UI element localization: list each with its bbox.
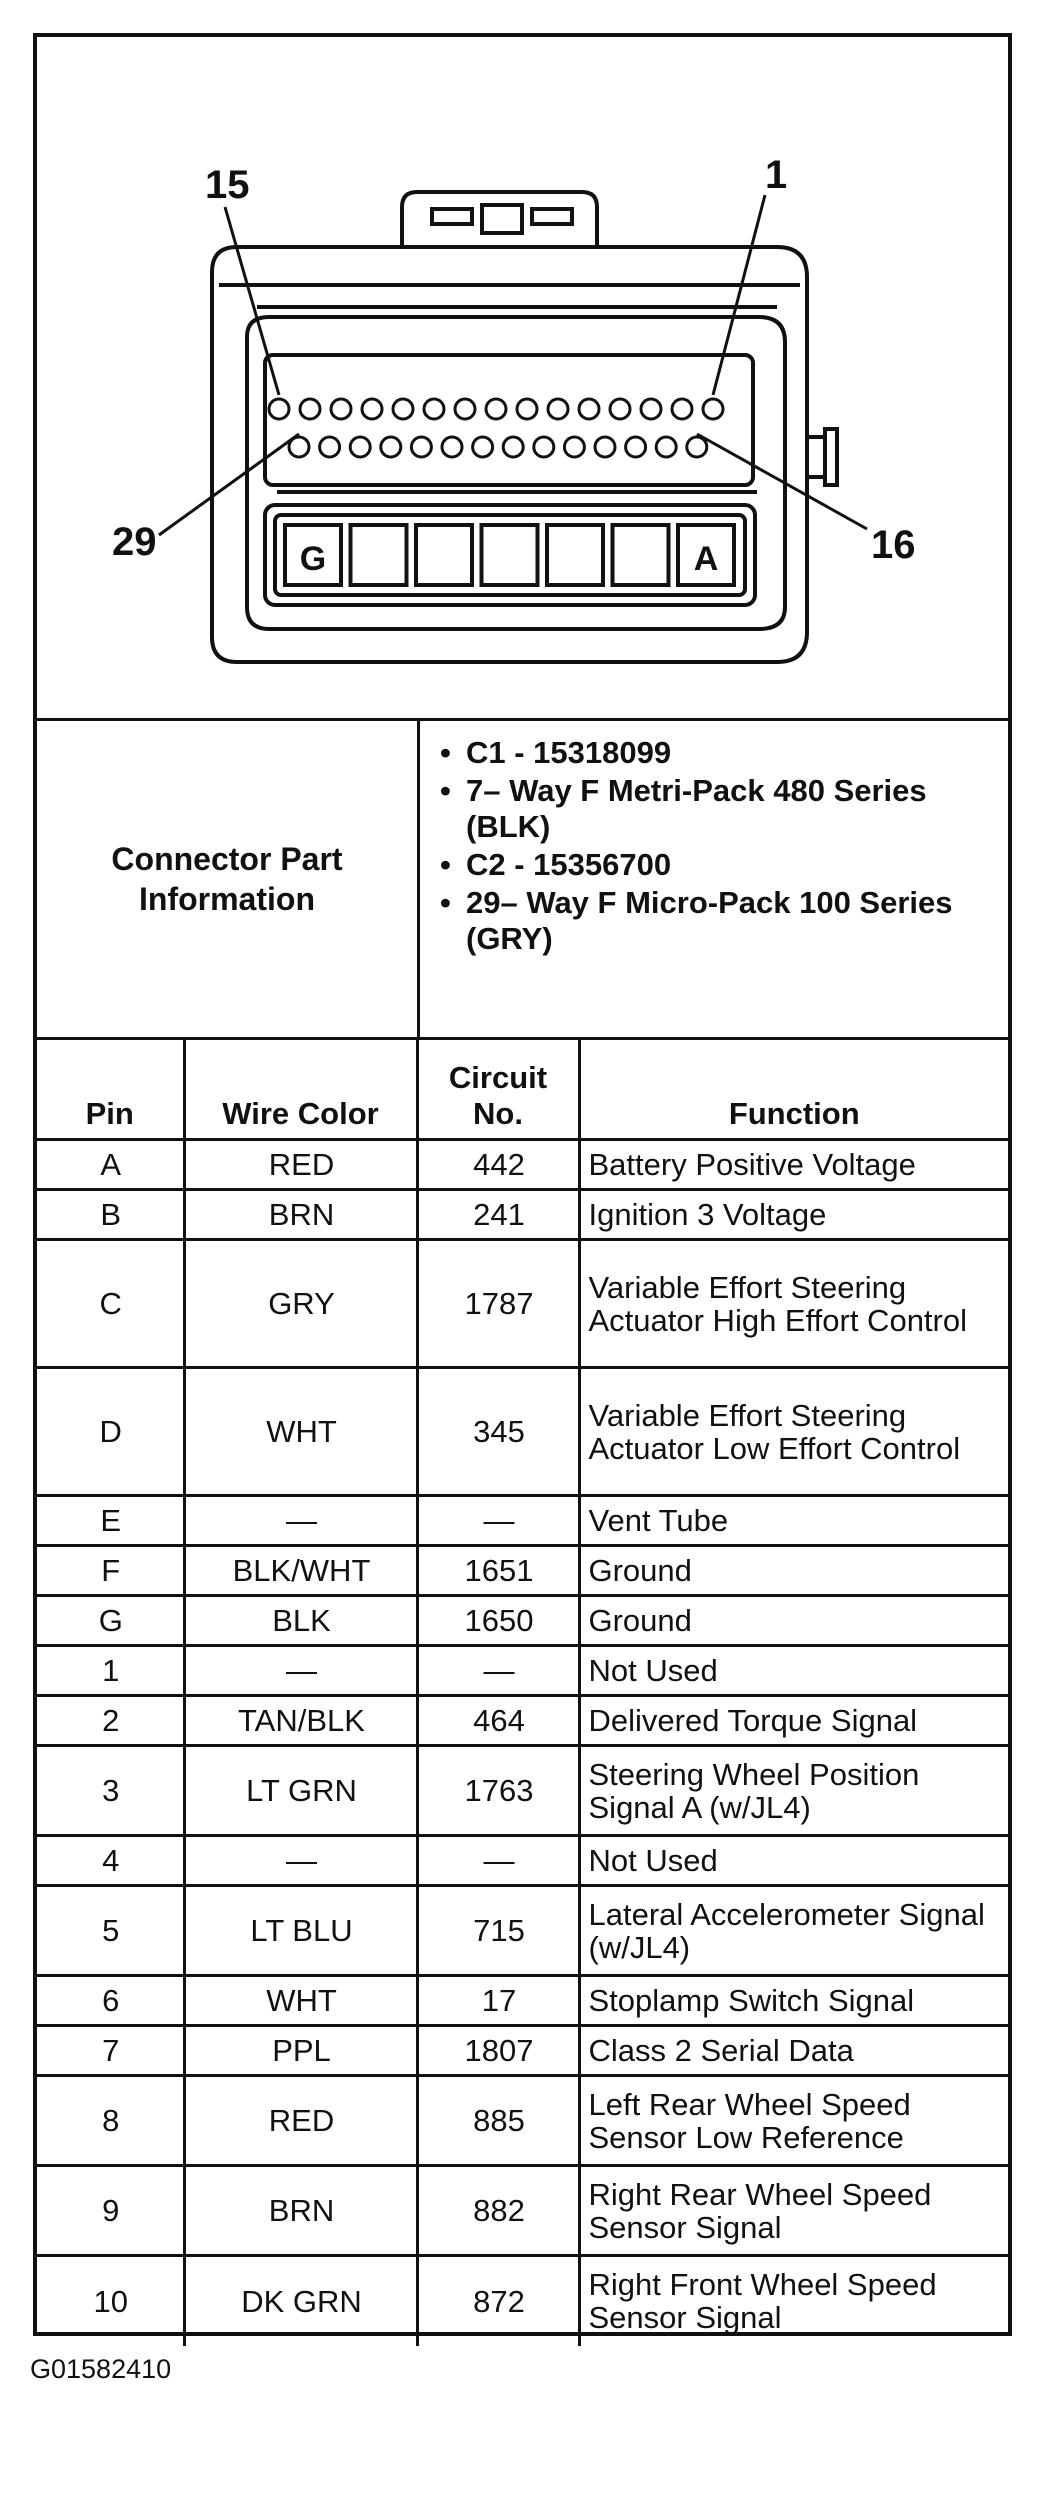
cavity bbox=[416, 525, 472, 585]
cavity bbox=[482, 525, 538, 585]
table-row bbox=[37, 1596, 1008, 1646]
table-row bbox=[37, 2166, 1008, 2256]
housing-outline bbox=[212, 247, 807, 662]
pin-socket bbox=[656, 437, 676, 457]
table-row bbox=[37, 2026, 1008, 2076]
function-cell: Right Front Wheel Speed Sensor Signal bbox=[579, 2256, 1008, 2346]
table-row bbox=[37, 1646, 1008, 1696]
pin-socket bbox=[517, 399, 537, 419]
function-cell: Delivered Torque Signal bbox=[579, 1696, 1008, 1746]
header-function: Function bbox=[579, 1040, 1008, 1140]
pin-socket bbox=[641, 399, 661, 419]
cavity bbox=[613, 525, 669, 585]
header-circuit: Circuit No. bbox=[417, 1040, 579, 1140]
wire-color-cell: PPL bbox=[184, 2026, 417, 2076]
function-cell: Not Used bbox=[579, 1836, 1008, 1886]
pin-cell: 1 bbox=[37, 1646, 184, 1696]
pin-cell: 10 bbox=[37, 2256, 184, 2346]
pin-socket bbox=[687, 437, 707, 457]
pin-socket bbox=[703, 399, 723, 419]
table-row bbox=[37, 1190, 1008, 1240]
info-bullet: • C2 - 15356700 bbox=[440, 847, 672, 882]
connector-diagram bbox=[37, 37, 1008, 721]
pin-cell: F bbox=[37, 1546, 184, 1596]
pin-socket bbox=[672, 399, 692, 419]
cavity-label-a: A bbox=[693, 540, 719, 578]
wire-color-cell: BLK/WHT bbox=[184, 1546, 417, 1596]
function-cell: Vent Tube bbox=[579, 1496, 1008, 1546]
pin-cell: 8 bbox=[37, 2076, 184, 2166]
pin-cell: 3 bbox=[37, 1746, 184, 1836]
figure-code: G01582410 bbox=[30, 2354, 172, 2384]
pin-socket bbox=[320, 437, 340, 457]
leader-1 bbox=[713, 195, 765, 395]
pin-socket bbox=[455, 399, 475, 419]
pin-socket bbox=[300, 399, 320, 419]
function-cell: Variable Effort Steering Actuator Low Effort Control bbox=[579, 1368, 1008, 1496]
wire-color-cell: DK GRN bbox=[184, 2256, 417, 2346]
table-row bbox=[37, 1746, 1008, 1836]
connector-sheet bbox=[33, 33, 1012, 2336]
pin-socket bbox=[381, 437, 401, 457]
function-cell: Lateral Accelerometer Signal (w/JL4) bbox=[579, 1886, 1008, 1976]
circuit-cell: 1807 bbox=[417, 2026, 579, 2076]
circuit-cell: 241 bbox=[417, 1190, 579, 1240]
pin-socket bbox=[610, 399, 630, 419]
function-cell: Not Used bbox=[579, 1646, 1008, 1696]
connector-face-drawing bbox=[37, 37, 1008, 718]
function-cell: Stoplamp Switch Signal bbox=[579, 1976, 1008, 2026]
table-row bbox=[37, 1368, 1008, 1496]
pin-socket bbox=[486, 399, 506, 419]
pin-socket bbox=[548, 399, 568, 419]
pin-label-29: 29 bbox=[112, 520, 157, 564]
pin-cell: A bbox=[37, 1140, 184, 1190]
pin-socket bbox=[626, 437, 646, 457]
pin-cell: E bbox=[37, 1496, 184, 1546]
pin-cell: 5 bbox=[37, 1886, 184, 1976]
connector-part-info bbox=[37, 721, 1008, 1040]
wire-color-cell: GRY bbox=[184, 1240, 417, 1368]
pin-label-16: 16 bbox=[871, 523, 916, 567]
wire-color-cell: BRN bbox=[184, 1190, 417, 1240]
pin-socket bbox=[595, 437, 615, 457]
circuit-cell: 464 bbox=[417, 1696, 579, 1746]
table-row bbox=[37, 1240, 1008, 1368]
wire-color-cell: WHT bbox=[184, 1976, 417, 2026]
pin-socket bbox=[424, 399, 444, 419]
table-row bbox=[37, 1546, 1008, 1596]
circuit-cell: 715 bbox=[417, 1886, 579, 1976]
table-row bbox=[37, 2076, 1008, 2166]
wire-color-cell: BLK bbox=[184, 1596, 417, 1646]
pin-cell: G bbox=[37, 1596, 184, 1646]
info-heading-cell bbox=[37, 721, 420, 1037]
pin-socket bbox=[362, 399, 382, 419]
pin-socket bbox=[534, 437, 554, 457]
pin-socket bbox=[411, 437, 431, 457]
housing-inner-outline bbox=[247, 317, 785, 629]
circuit-cell: 1650 bbox=[417, 1596, 579, 1646]
pin-socket bbox=[579, 399, 599, 419]
wire-color-cell: TAN/BLK bbox=[184, 1696, 417, 1746]
info-bullet-list bbox=[420, 721, 1008, 1037]
pin-socket bbox=[473, 437, 493, 457]
pin-socket bbox=[503, 437, 523, 457]
table-row bbox=[37, 1496, 1008, 1546]
cavity-label-g: G bbox=[299, 540, 327, 578]
table-row bbox=[37, 1836, 1008, 1886]
pin-socket bbox=[350, 437, 370, 457]
pin-cell: 2 bbox=[37, 1696, 184, 1746]
circuit-cell: — bbox=[417, 1496, 579, 1546]
wire-color-cell: — bbox=[184, 1836, 417, 1886]
pin-cell: 6 bbox=[37, 1976, 184, 2026]
table-header-row bbox=[37, 1040, 1008, 1140]
cavity bbox=[547, 525, 603, 585]
circuit-cell: 1763 bbox=[417, 1746, 579, 1836]
circuit-cell: 17 bbox=[417, 1976, 579, 2026]
circuit-cell: — bbox=[417, 1836, 579, 1886]
function-cell: Right Rear Wheel Speed Sensor Signal bbox=[579, 2166, 1008, 2256]
header-pin: Pin bbox=[37, 1040, 184, 1140]
pin-cell: 9 bbox=[37, 2166, 184, 2256]
circuit-cell: 872 bbox=[417, 2256, 579, 2346]
leader-15 bbox=[225, 207, 279, 395]
pin-table bbox=[37, 1040, 1008, 2346]
circuit-cell: 442 bbox=[417, 1140, 579, 1190]
side-key bbox=[807, 437, 825, 477]
function-cell: Steering Wheel Position Signal A (w/JL4) bbox=[579, 1746, 1008, 1836]
pin-socket bbox=[564, 437, 584, 457]
wire-color-cell: LT BLU bbox=[184, 1886, 417, 1976]
pin-cell: B bbox=[37, 1190, 184, 1240]
wire-color-cell: — bbox=[184, 1496, 417, 1546]
function-cell: Left Rear Wheel Speed Sensor Low Reference bbox=[579, 2076, 1008, 2166]
circuit-cell: 885 bbox=[417, 2076, 579, 2166]
function-cell: Battery Positive Voltage bbox=[579, 1140, 1008, 1190]
info-title: Connector Part Information bbox=[111, 841, 343, 917]
function-cell: Class 2 Serial Data bbox=[579, 2026, 1008, 2076]
cavity bbox=[351, 525, 407, 585]
function-cell: Ignition 3 Voltage bbox=[579, 1190, 1008, 1240]
pin-socket bbox=[269, 399, 289, 419]
circuit-cell: 882 bbox=[417, 2166, 579, 2256]
info-bullet: • C1 - 15318099 bbox=[440, 735, 672, 770]
table-row bbox=[37, 1696, 1008, 1746]
wire-color-cell: RED bbox=[184, 2076, 417, 2166]
function-cell: Variable Effort Steering Actuator High Effort Control bbox=[579, 1240, 1008, 1368]
pin-cell: D bbox=[37, 1368, 184, 1496]
wire-color-cell: WHT bbox=[184, 1368, 417, 1496]
pin-socket bbox=[442, 437, 462, 457]
table-row bbox=[37, 1140, 1008, 1190]
function-cell: Ground bbox=[579, 1596, 1008, 1646]
circuit-cell: — bbox=[417, 1646, 579, 1696]
wire-color-cell: RED bbox=[184, 1140, 417, 1190]
pin-cell: 4 bbox=[37, 1836, 184, 1886]
table-row bbox=[37, 2256, 1008, 2346]
table-row bbox=[37, 1976, 1008, 2026]
wire-color-cell: — bbox=[184, 1646, 417, 1696]
info-bullet: • 7– Way F Metri-Pack 480 Series (BLK) bbox=[440, 773, 927, 844]
wire-color-cell: BRN bbox=[184, 2166, 417, 2256]
circuit-cell: 345 bbox=[417, 1368, 579, 1496]
wire-color-cell: LT GRN bbox=[184, 1746, 417, 1836]
pin-cell: 7 bbox=[37, 2026, 184, 2076]
function-cell: Ground bbox=[579, 1546, 1008, 1596]
info-bullet: • 29– Way F Micro-Pack 100 Series (GRY) bbox=[440, 885, 953, 956]
pin-socket bbox=[331, 399, 351, 419]
pin-cell: C bbox=[37, 1240, 184, 1368]
table-row bbox=[37, 1886, 1008, 1976]
circuit-cell: 1787 bbox=[417, 1240, 579, 1368]
pin-label-1: 1 bbox=[765, 153, 788, 197]
header-wire-color: Wire Color bbox=[184, 1040, 417, 1140]
pin-label-15: 15 bbox=[205, 163, 250, 207]
pin-socket bbox=[393, 399, 413, 419]
circuit-cell: 1651 bbox=[417, 1546, 579, 1596]
